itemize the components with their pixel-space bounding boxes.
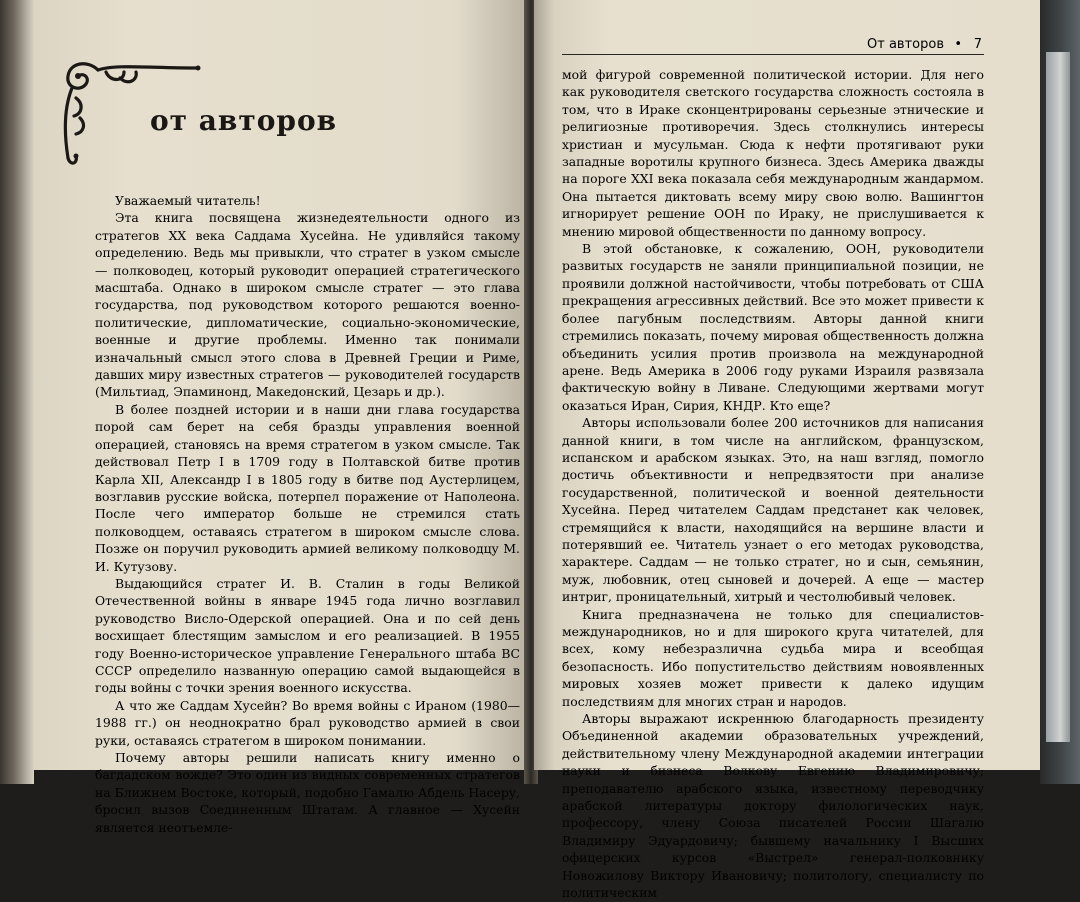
paragraph: Уважаемый читатель!: [115, 193, 261, 208]
paragraph: мой фигурой современной политической истории. Для него как руководителя светского государства сложность состояла в том, что в Ираке сконцентрированы серьезные этнические и религиозные противоречия. Здесь столкнулись интересы христиан и мусульман. Сюда к нефти протягивают руки западные воротилы крупного бизнеса. Здесь Америка дважды на пороге XXI века показала себя международным жандармом. Она пытается диктовать всему миру свою волю. Вашингтон игнорирует решение ООН по Ираку, не прислушивается к мнению мировой общественности по данному вопросу.: [562, 67, 984, 239]
paragraph: Книга предназначена не только для специалистов-международников, но и для широкого круга читателей, для всех, кому небезразлична судьба мира и всеобщая безопасность. Ибо попустительство действиям новоявленных мировых хозяев может привести к далеко идущим последствиям для многих стран и народов.: [562, 606, 984, 709]
chapter-heading: от авторов: [150, 104, 338, 137]
book-edge: [1046, 52, 1070, 742]
page-number: 7: [973, 37, 982, 52]
paragraph: В более поздней истории и в наши дни глава государства порой сам берет на себя бразды управления военной операцией, становясь на время стратегом в узком смысле. Так действовал Петр I в 1709 году в Полтавской битве против Карла XII, Александр I в 1805 году в битве под Аустерлицем, возглавив русские войска, потерпел поражение от Наполеона. После чего император больше не стремился стать полководцем, оставаясь стратегом в широком смысле слова. Позже он поручил руководить армией великому полководцу М. И. Кутузову.: [95, 401, 520, 574]
paragraph: Выдающийся стратег И. В. Сталин в годы Великой Отечественной войны в январе 1945 года лично возглавил руководство Висло-Одерской операцией. Она и по сей день восхищает блестящим замыслом и его реализацией. В 1955 году Военно-историческое управление Генерального штаба ВС СССР определило названную операцию самой выдающейся в годы войны с точки зрения военного искусства.: [95, 575, 520, 696]
paragraph: Эта книга посвящена жизнедеятельности одного из стратегов XX века Саддама Хусейна. Не удивляйся такому определению. Ведь мы привыкли, что стратег в узком смысле — полководец, который руководит операцией стратегического масштаба. Однако в широком смысле стратег — это глава государства, под руководством которого решаются военно-политические, дипломатические, социально-экономические, военные и другие проблемы. Именно так понимали изначальный смысл этого слова в Древней Греции и Риме, давших миру известных стратегов — руководителей государств (Мильтиад, Эпаминонд, Македонский, Цезарь и др.).: [95, 210, 520, 400]
paragraph: А что же Саддам Хусейн? Во время войны с Ираном (1980—1988 гг.) он неоднократно брал руководство армией в свои руки, оставаясь стратегом в широком понимании.: [95, 697, 520, 748]
running-title: От авторов: [867, 37, 944, 52]
paragraph: В этой обстановке, к сожалению, ООН, руководители развитых государств не заняли принципиальной позиции, не проявили должной настойчивости, чтобы потребовать от США прекращения агрессивных действий. Все это может привести к более пагубным последствиям. Авторы данной книги стремились показать, почему мировая общественность должна объединить усилия против произвола на международной арене. Ведь Америка в 2006 году руками Израиля развязала фактическую войну в Ливане. Следующими жертвами могут оказаться Иран, Сирия, КНДР. Кто еще?: [562, 241, 984, 413]
paragraph: Почему авторы решили написать книгу именно о багдадском вожде? Это один из видных современных стратегов на Ближнем Востоке, который, подобно Гамалю Абдель Насеру, бросил вызов Соединенным Штатам. А главное — Хусейн является неотъемле-: [95, 750, 520, 835]
paragraph: Авторы выражают искреннюю благодарность президенту Объединенной академии образовательных учреждений, действительному члену Международной академии интеграции науки и бизнеса Волкову Евгению Владимировичу; преподавателю арабского языка, известному переводчику арабской литературы доктору филологических наук, профессору, члену Союза писателей России Шагалю Владимиру Эдуардовичу; бывшему начальнику I Высших офицерских курсов «Выстрел» генерал-полковнику Новожилову Виктору Ивановичу; политологу, специалисту по политическим: [562, 711, 984, 901]
scan-edge-left: [0, 0, 34, 784]
paragraph: Авторы использовали более 200 источников для написания данной книги, в том числе на английском, французском, испанском и арабском языках. Это, на наш взгляд, помогло достичь объективности и непредвзятости при анализе государственной, политической и военной деятельности Хусейна. Перед читателем Саддам предстанет как человек, стремящийся к власти, находящийся на вершине власти и потерявший ее. Читатель узнает о его методах руководства, характере. Саддам — не только стратег, но и сын, семьянин, муж, любовник, отец сыновей и дочерей. А еще — мастер интриг, проницательный, хитрый и честолюбивый человек.: [562, 415, 984, 605]
right-page-text: [562, 66, 984, 902]
header-bullet: •: [954, 37, 962, 52]
left-page-text: [95, 192, 520, 836]
running-header: [562, 36, 984, 55]
